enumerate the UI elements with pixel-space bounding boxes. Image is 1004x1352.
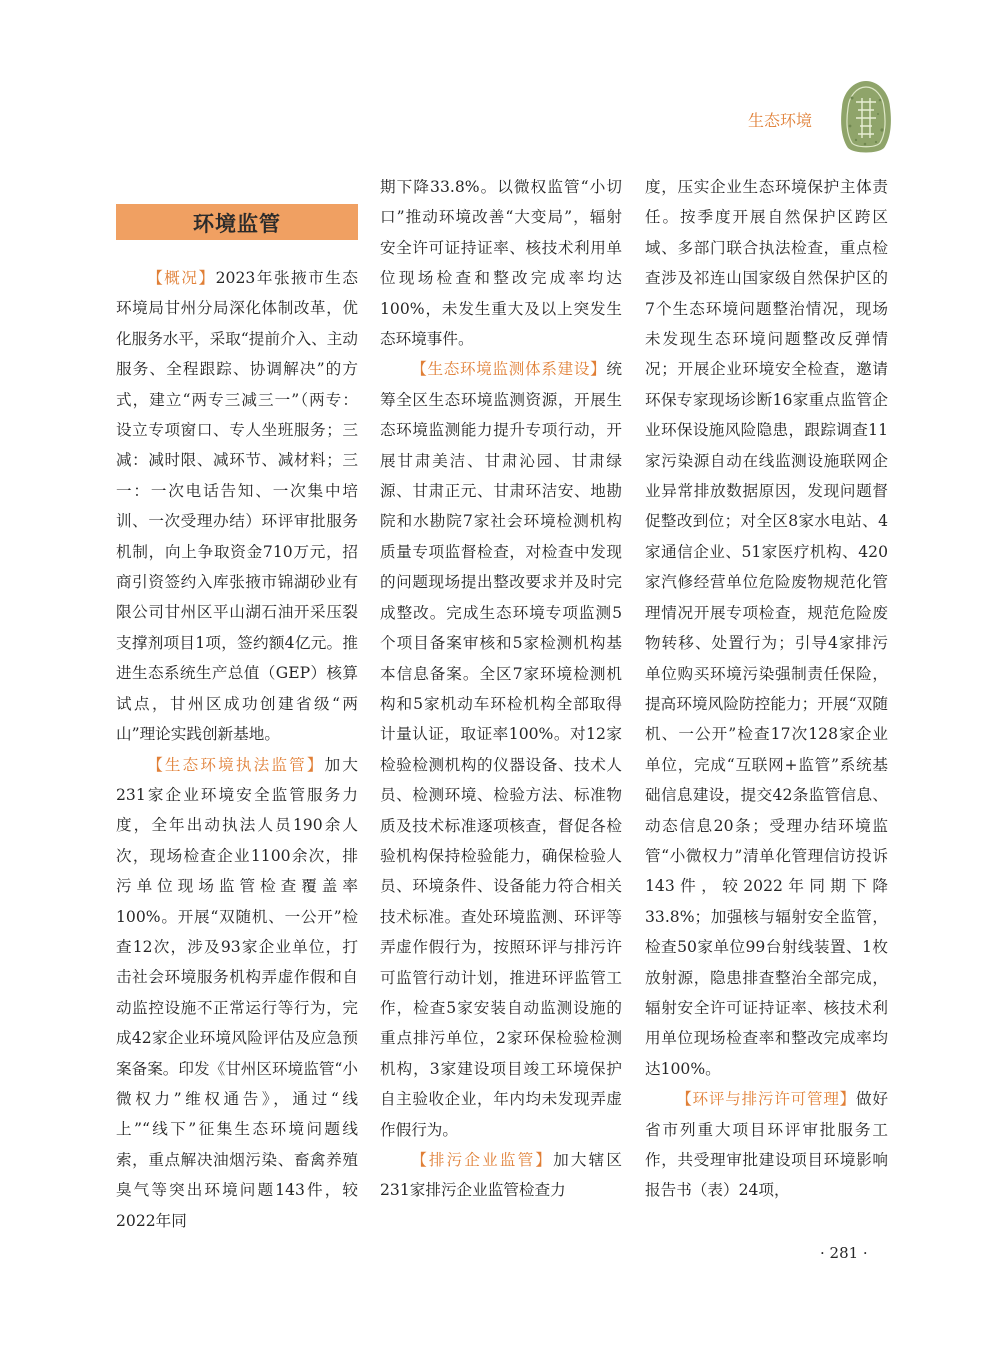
paragraph-enterprise-supervision-continued: 度，压实企业生态环境保护主体责任。按季度开展自然保护区跨区域、多部门联合执法检查，重点检查涉及祁连山国家级自然保护区的7个生态环境问题整治情况，现场未发现生态环境问题整改反弹情况；开展企业环境安全检查，邀请环保专家现场诊断16家重点监管企业环保设施风险隐患，跟踪调查11家污染源自动在线监测设施联网企业异常排放数据原因，发现问题督促整改到位；对全区8家水电站、4家通信企业、51家医疗机构、420家汽修经营单位危险废物规范化管理情况开展专项检查，规范危险废物转移、处置行为；引导4家排污单位购买环境污染强制责任保险，提高环境风险防控能力；开展“双随机、一公开”检查17次128家企业单位，完成“互联网+监管”系统基础信息建设，提交42条监管信息、动态信息20条；受理办结环境监管“小微权力”清单化管理信访投诉143件，较2022年同期下降33.8%；加强核与辐射安全监管，检查50家单位99台射线装置、1枚放射源，隐患排查整治全部完成，辐射安全许可证持证率、核技术利用单位现场检查率和整改完成率均达100%。 bbox=[645, 178, 888, 1078]
paragraph-text: 加大231家企业环境安全监管服务力度，全年出动执法人员190余人次，现场检查企业1100余次，排污单位现场监管检查覆盖率100%。开展“双随机、一公开”检查12次，涉及93家企业单位，打击社会环境服务机构弄虚作假和自动监控设施不正常运行等行为，完成42家企业环境风险评估及应急预案备案。印发《甘州区环境监管“小微权力”维权通告》，通过“线上”“线下”征集生态环境问题线索，重点解决油烟污染、畜禽养殖臭气等突出环境问题143件，较2022年同 bbox=[116, 755, 358, 1230]
paragraph-heading: 【概况】 bbox=[147, 269, 216, 287]
paragraph-text: 做好省市列重大项目环评审批服务工作，共受理审批建设项目环境影响报告书（表）24项， bbox=[645, 1090, 888, 1200]
seal-icon bbox=[838, 78, 894, 156]
paragraph-eia-permit bbox=[645, 1084, 888, 1206]
section-title: 环境监管 bbox=[193, 212, 281, 236]
paragraph-heading: 【生态环境执法监管】 bbox=[147, 755, 325, 774]
column-1 bbox=[116, 263, 358, 1236]
paragraph-overview bbox=[116, 263, 358, 750]
paragraph-text: 统筹全区生态环境监测资源，开展生态环境监测能力提升专项行动，开展甘肃美洁、甘肃沁园、甘肃绿源、甘肃正元、甘肃环洁安、地勘院和水勘院7家社会环境检测机构质量专项监督检查，对检查中发现的问题现场提出整改要求并及时完成整改。完成生态环境专项监测5个项目备案审核和5家检测机构基本信息备案。全区7家环境检测机构和5家机动车环检机构全部取得计量认证，取证率100%。对12家检验检测机构的仪器设备、技术人员、检测环境、检验方法、标准物质及技术标准逐项核查，督促各检验机构保持检验能力，确保检验人员、环境条件、设备能力符合相关技术标准。查处环境监测、环评等弄虚作假行为，按照环评与排污许可监管行动计划，推进环评监管工作，检查5家安装自动监测设施的重点排污单位，2家环保检验检测机构，3家建设项目竣工环境保护自主验收企业，年内均未发现弄虚作假行为。 bbox=[380, 360, 622, 1139]
paragraph-text: 2023年张掖市生态环境局甘州分局深化体制改革，优化服务水平，采取“提前介入、主动服务、全程跟踪、协调解决”的方式，建立“两专三减三一”（两专：设立专项窗口、专人坐班服务；三减：减时限、减环节、减材料；三一：一次电话告知、一次集中培训、一次受理办结）环评审批服务机制，向上争取资金710万元，招商引资签约入库张掖市锦湖砂业有限公司甘州区平山湖石油开采压裂支撑剂项目1项，签约额4亿元。推进生态系统生产总值（GEP）核算试点，甘州区成功创建省级“两山”理论实践创新基地。 bbox=[116, 269, 358, 744]
paragraph-enforcement bbox=[116, 750, 358, 1237]
paragraph-enterprise-supervision bbox=[380, 1145, 622, 1206]
paragraph-heading: 【排污企业监管】 bbox=[411, 1151, 554, 1169]
column-2 bbox=[380, 172, 622, 1206]
paragraph-text: 加大辖区231家排污企业监管检查力 bbox=[380, 1151, 622, 1200]
paragraph-enforcement-continued: 期下降33.8%。以微权监管“小切口”推动环境改善“大变局”，辐射安全许可证持证率、核技术利用单位现场检查和整改完成率均达100%，未发生重大及以上突发生态环境事件。 bbox=[380, 178, 622, 349]
running-head: 生态环境 bbox=[748, 111, 813, 130]
paragraph-monitoring-system bbox=[380, 354, 622, 1145]
paragraph-heading: 【环评与排污许可管理】 bbox=[676, 1090, 857, 1109]
page-number: · 281 · bbox=[820, 1244, 868, 1262]
section-title-bar bbox=[116, 204, 358, 240]
column-3 bbox=[645, 172, 888, 1206]
paragraph-heading: 【生态环境监测体系建设】 bbox=[411, 360, 607, 379]
